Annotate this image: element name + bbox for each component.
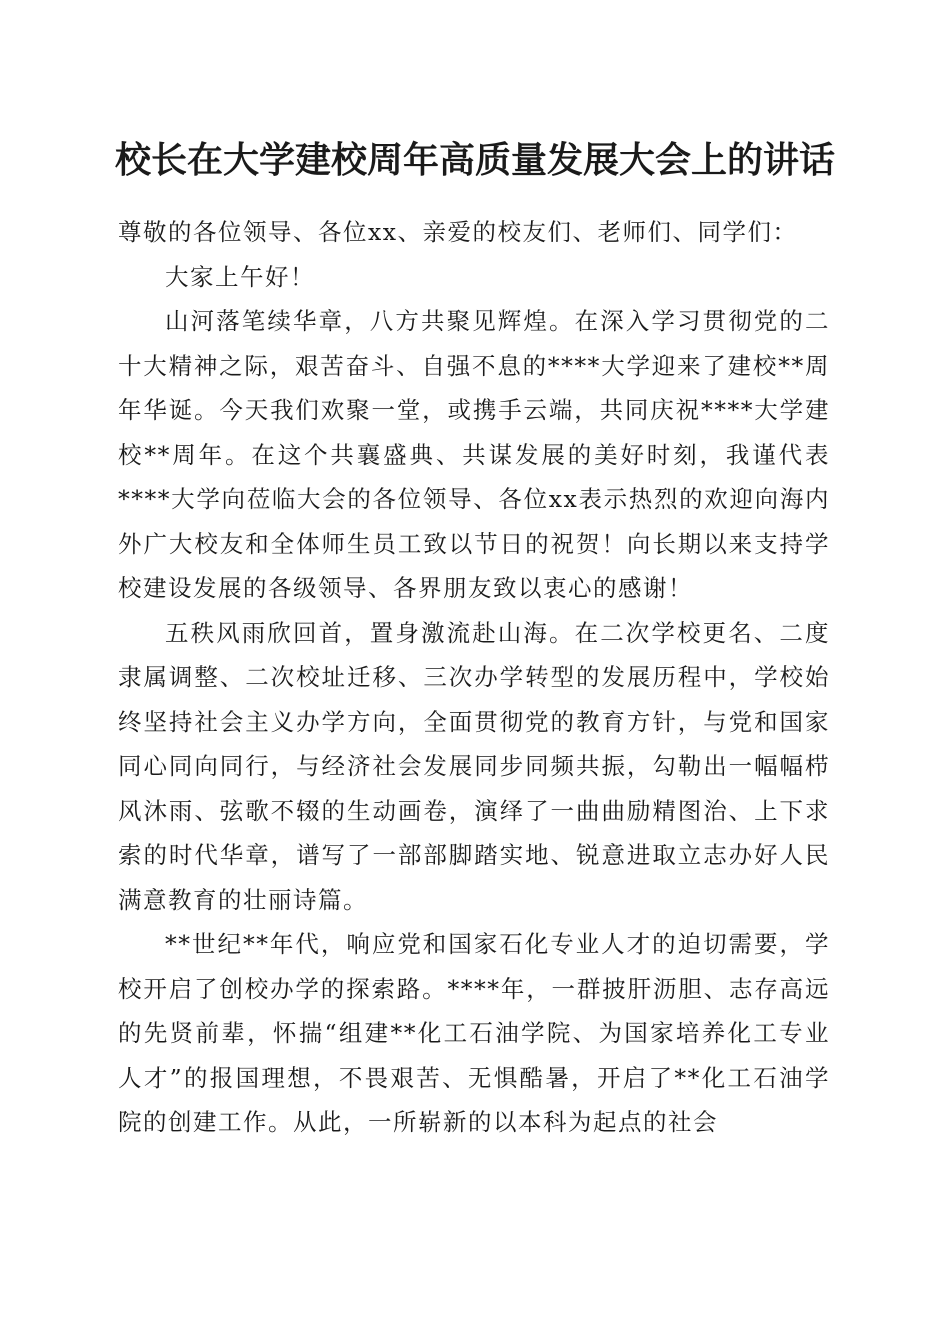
document-title: 校长在大学建校周年高质量发展大会上的讲话 [114,139,835,181]
document-body [118,210,830,1145]
paragraph-history: 五秩风雨欣回首，置身激流赴山海。在二次学校更名、二度隶属调整、二次校址迁移、三次办学转型的发展历程中，学校始终坚持社会主义办学方向，全面贯彻党的教育方针，与党和国家同心同向同行，与经济社会发展同步同频共振，勾勒出一幅幅栉风沐雨、弦歌不辍的生动画卷，演绎了一曲曲励精图治、上下求索的时代华章，谱写了一部部脚踏实地、锐意进取立志办好人民满意教育的壮丽诗篇。 [118,618,830,914]
salutation: 尊敬的各位领导、各位xx、亲爱的校友们、老师们、同学们： [118,218,798,246]
paragraph-opening: 山河落笔续华章，八方共聚见辉煌。在深入学习贯彻党的二十大精神之际，艰苦奋斗、自强不息的****大学迎来了建校**周年华诞。今天我们欢聚一堂，或携手云端，共同庆祝****大学建校**周年。在这个共襄盛典、共谋发展的美好时刻，我谨代表****大学向莅临大会的各位领导、各位xx表示热烈的欢迎向海内外广大校友和全体师生员工致以节日的祝贺！向长期以来支持学校建设发展的各级领导、各界朋友致以衷心的感谢！ [118,307,830,602]
paragraph-greeting: 大家上午好！ [165,262,315,291]
paragraph-founding: **世纪**年代，响应党和国家石化专业人才的迫切需要，学校开启了创校办学的探索路。****年，一群披肝沥胆、志存高远的先贤前辈，怀揣“组建**化工石油学院、为国家培养化工专业人才”的报国理想，不畏艰苦、无惧酷暑，开启了**化工石油学院的创建工作。从此，一所崭新的以本科为起点的社会 [118,930,830,1136]
